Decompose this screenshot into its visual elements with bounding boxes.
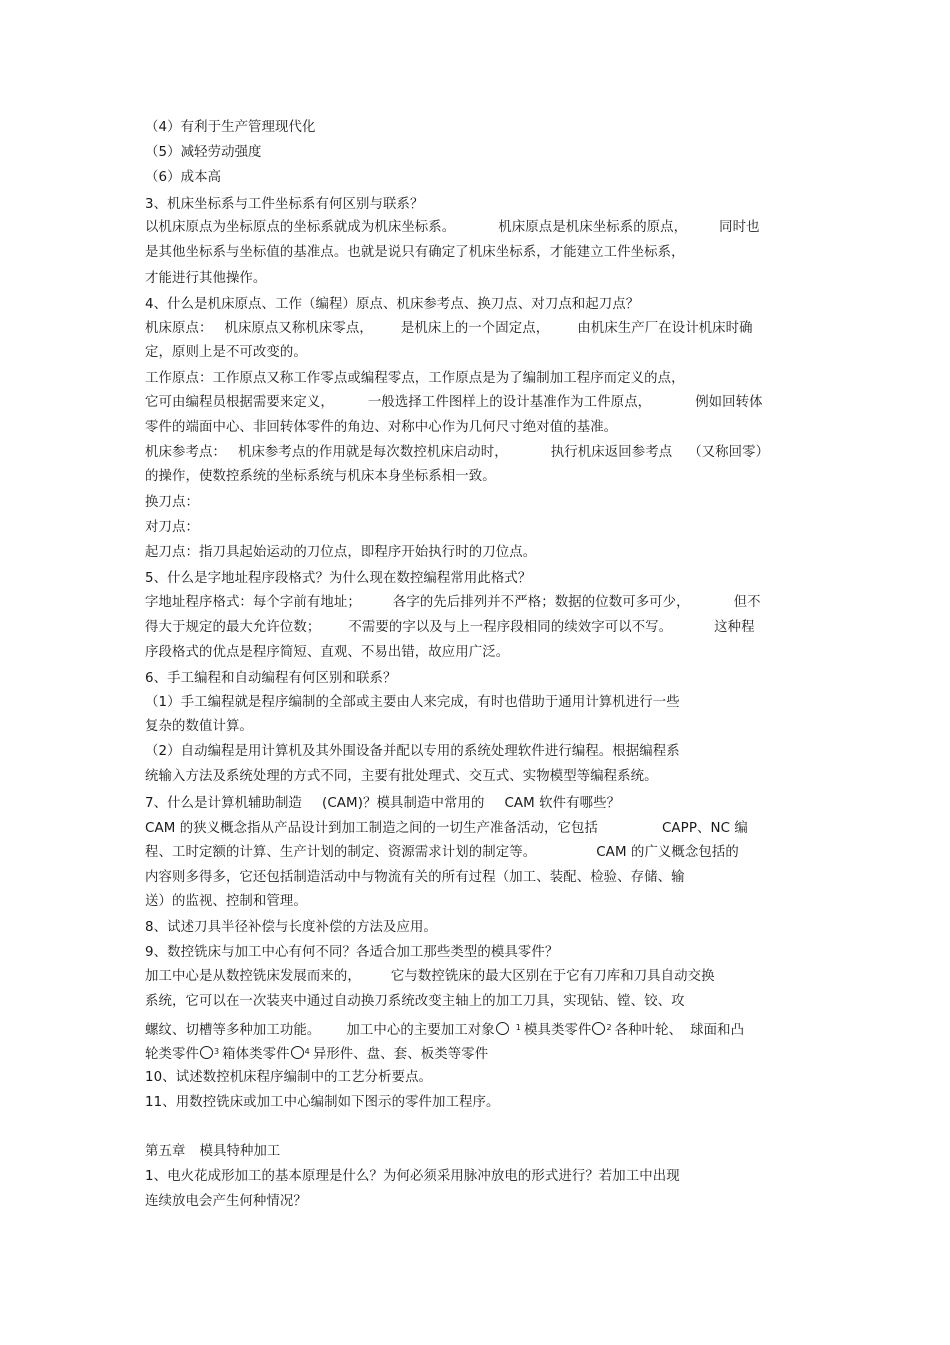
text: 它与数控铣床的最大区别在于它有刀库和刀具自动交换: [390, 969, 715, 984]
question-line: [145, 1193, 307, 1211]
text: 8、试述刀具半径补偿与长度补偿的方法及应用。: [145, 920, 437, 935]
text: 不需要的字以及与上一程序段相同的续效字可以不写。: [348, 620, 673, 635]
text: 但不: [733, 595, 761, 610]
text: 7、什么是计算机辅助制造: [145, 796, 303, 811]
answer-line: [145, 869, 685, 887]
chapter-heading: [145, 1143, 280, 1161]
answer-line: [145, 1043, 488, 1064]
text: 一般选择工件图样上的设计基准作为工件原点，: [367, 395, 652, 410]
text: 1、电火花成形加工的基本原理是什么？为何必须采用脉冲放电的形式进行？若加工中出现: [145, 1169, 680, 1184]
text: （5）减轻劳动强度: [145, 145, 262, 160]
text: 内容则多得多，它还包括制造活动中与物流有关的所有过程（加工、装配、检验、存储、输: [145, 870, 685, 885]
text: 机床原点是机床坐标系的原点，: [498, 220, 688, 235]
circled-number-digit: 4: [304, 1047, 310, 1056]
question-11: [145, 1094, 500, 1112]
text: 序段格式的优点是程序简短、直观、不易出错，故应用广泛。: [145, 645, 510, 660]
text: 5、什么是字地址程序段格式？为什么现在数控编程常用此格式？: [145, 571, 532, 586]
circled-number-icon: [291, 1046, 304, 1059]
answer-line: [145, 993, 685, 1011]
answer-line: [145, 768, 658, 786]
answer-line: [145, 544, 536, 562]
text: 统输入方法及系统处理的方式不同，主要有批处理式、交互式、实物模型等编程系统。: [145, 769, 658, 784]
text: （2）自动编程是用计算机及其外围设备并配以专用的系统处理软件进行编程。根据编程系: [145, 744, 680, 759]
question-3: [145, 196, 423, 214]
answer-line: [145, 718, 253, 736]
text: 对刀点：: [145, 520, 199, 535]
text: 才能进行其他操作。: [145, 271, 267, 286]
text: 是其他坐标系与坐标值的基准点。也就是说只有确定了机床坐标系，才能建立工件坐标系，: [145, 245, 685, 260]
answer-line: [145, 743, 680, 761]
question-6: [145, 670, 396, 688]
text: 模具类零件: [524, 1023, 592, 1038]
text: 由机床生产厂在设计机床时确: [577, 321, 753, 336]
text: 6、手工编程和自动编程有何区别和联系？: [145, 671, 397, 686]
answer-line: [145, 444, 769, 462]
text: 机床参考点的作用就是每次数控机床启动时，: [237, 445, 508, 460]
text: 执行机床返回参考点: [550, 445, 673, 460]
question-4: [145, 296, 639, 314]
text: 箱体类零件: [222, 1047, 290, 1062]
text: （1）手工编程就是程序编制的全部或主要由人来完成，有时也借助于通用计算机进行一些: [145, 695, 680, 710]
text: 机床参考点：: [145, 445, 226, 460]
text: 球面和凸: [690, 1023, 745, 1038]
text: 第五章: [145, 1144, 186, 1159]
circled-number-digit: 3: [213, 1047, 220, 1056]
circled-number-icon: [592, 1022, 605, 1035]
text: 程、工时定额的计算、生产计划的制定、资源需求计划的制定等。: [145, 845, 537, 860]
text: 9、数控铣床与加工中心有何不同？各适合加工那些类型的模具零件？: [145, 945, 559, 960]
answer-line: [145, 370, 685, 388]
text: 起刀点：指刀具起始运动的刀位点，即程序开始执行时的刀位点。: [145, 545, 537, 560]
question-1: [145, 1168, 680, 1186]
answer-line: [145, 494, 199, 512]
answer-line: [145, 394, 763, 412]
answer-line: [145, 344, 307, 362]
text: （6）成本高: [145, 170, 222, 185]
text: 螺纹、切槽等多种加工功能。: [145, 1023, 321, 1038]
answer-line: [145, 1019, 744, 1040]
circled-number-icon: [200, 1046, 213, 1059]
text: 连续放电会产生何种情况？: [145, 1194, 307, 1209]
text: CAM 软件有哪些？: [504, 796, 621, 811]
text: （4）有利于生产管理现代化: [145, 120, 316, 135]
answer-line: [145, 244, 685, 262]
answer-line: [145, 219, 760, 237]
circled-number-digit: 1: [515, 1023, 521, 1032]
answer-line: [145, 820, 748, 838]
question-9: [145, 944, 558, 962]
text: 以机床原点为坐标原点的坐标系就成为机床坐标系。: [145, 220, 456, 235]
answer-line: [145, 694, 680, 712]
answer-line: [145, 419, 617, 437]
text: 加工中心是从数控铣床发展而来的，: [145, 969, 361, 984]
text: (CAM)？模具制造中常用的: [322, 796, 485, 811]
list-item-6: [145, 169, 221, 187]
text: 是机床上的一个固定点，: [400, 321, 550, 336]
text: 轮类零件: [145, 1047, 199, 1062]
answer-line: [145, 468, 496, 486]
text: 定，原则上是不可改变的。: [145, 345, 307, 360]
answer-line: [145, 968, 715, 986]
question-5: [145, 570, 531, 588]
answer-line: [145, 619, 755, 637]
text: CAPP、NC 编: [661, 821, 748, 836]
question-7: [145, 795, 620, 813]
answer-line: [145, 644, 509, 662]
text: 这种程: [714, 620, 755, 635]
text: 它可由编程员根据需要来定义，: [145, 395, 334, 410]
text: 模具特种加工: [199, 1144, 281, 1159]
text: 机床原点又称机床零点，: [224, 321, 373, 336]
answer-line: [145, 519, 199, 537]
text: 零件的端面中心、非回转体零件的角边、对称中心作为几何尺寸绝对值的基准。: [145, 420, 618, 435]
list-item-4: [145, 119, 316, 137]
answer-line: [145, 270, 266, 288]
circled-number-icon: [496, 1022, 509, 1035]
text: 复杂的数值计算。: [145, 719, 253, 734]
text: 机床原点：: [145, 321, 213, 336]
answer-line: [145, 594, 761, 612]
circled-number-digit: 2: [606, 1023, 612, 1032]
text: 加工中心的主要加工对象: [346, 1023, 495, 1038]
text: 送）的监视、控制和管理。: [145, 894, 307, 909]
text: 各种叶轮、: [614, 1023, 683, 1038]
text: 各字的先后排列并不严格；数据的位数可多可少，: [392, 595, 690, 610]
text: 11、用数控铣床或加工中心编制如下图示的零件加工程序。: [145, 1095, 500, 1110]
text: 换刀点：: [145, 495, 199, 510]
text: 10、试述数控机床程序编制中的工艺分析要点。: [145, 1070, 433, 1085]
text: （又称回零）: [688, 445, 770, 460]
text: 工作原点：工作原点又称工作零点或编程零点，工作原点是为了编制加工程序而定义的点，: [145, 371, 685, 386]
answer-line: [145, 844, 739, 862]
question-10: [145, 1069, 432, 1087]
text: 同时也: [719, 220, 760, 235]
text: 字地址程序格式：每个字前有地址；: [145, 595, 361, 610]
answer-line: [145, 320, 753, 338]
answer-line: [145, 893, 307, 911]
text: 例如回转体: [695, 395, 763, 410]
question-8: [145, 919, 437, 937]
text: 得大于规定的最大允许位数；: [145, 620, 321, 635]
text: 异形件、盘、套、板类等零件: [312, 1047, 489, 1062]
text: 的操作，使数控系统的坐标系统与机床本身坐标系相一致。: [145, 469, 496, 484]
text: 3、机床坐标系与工件坐标系有何区别与联系？: [145, 197, 424, 212]
text: CAM 的广义概念包括的: [596, 845, 739, 860]
list-item-5: [145, 144, 262, 162]
text: CAM 的狭义概念指从产品设计到加工制造之间的一切生产准备活动，它包括: [145, 821, 598, 836]
text: 4、什么是机床原点、工作（编程）原点、机床参考点、换刀点、对刀点和起刀点？: [145, 297, 640, 312]
text: 系统，它可以在一次装夹中通过自动换刀系统改变主轴上的加工刀具，实现钻、镗、铰、攻: [145, 994, 685, 1009]
